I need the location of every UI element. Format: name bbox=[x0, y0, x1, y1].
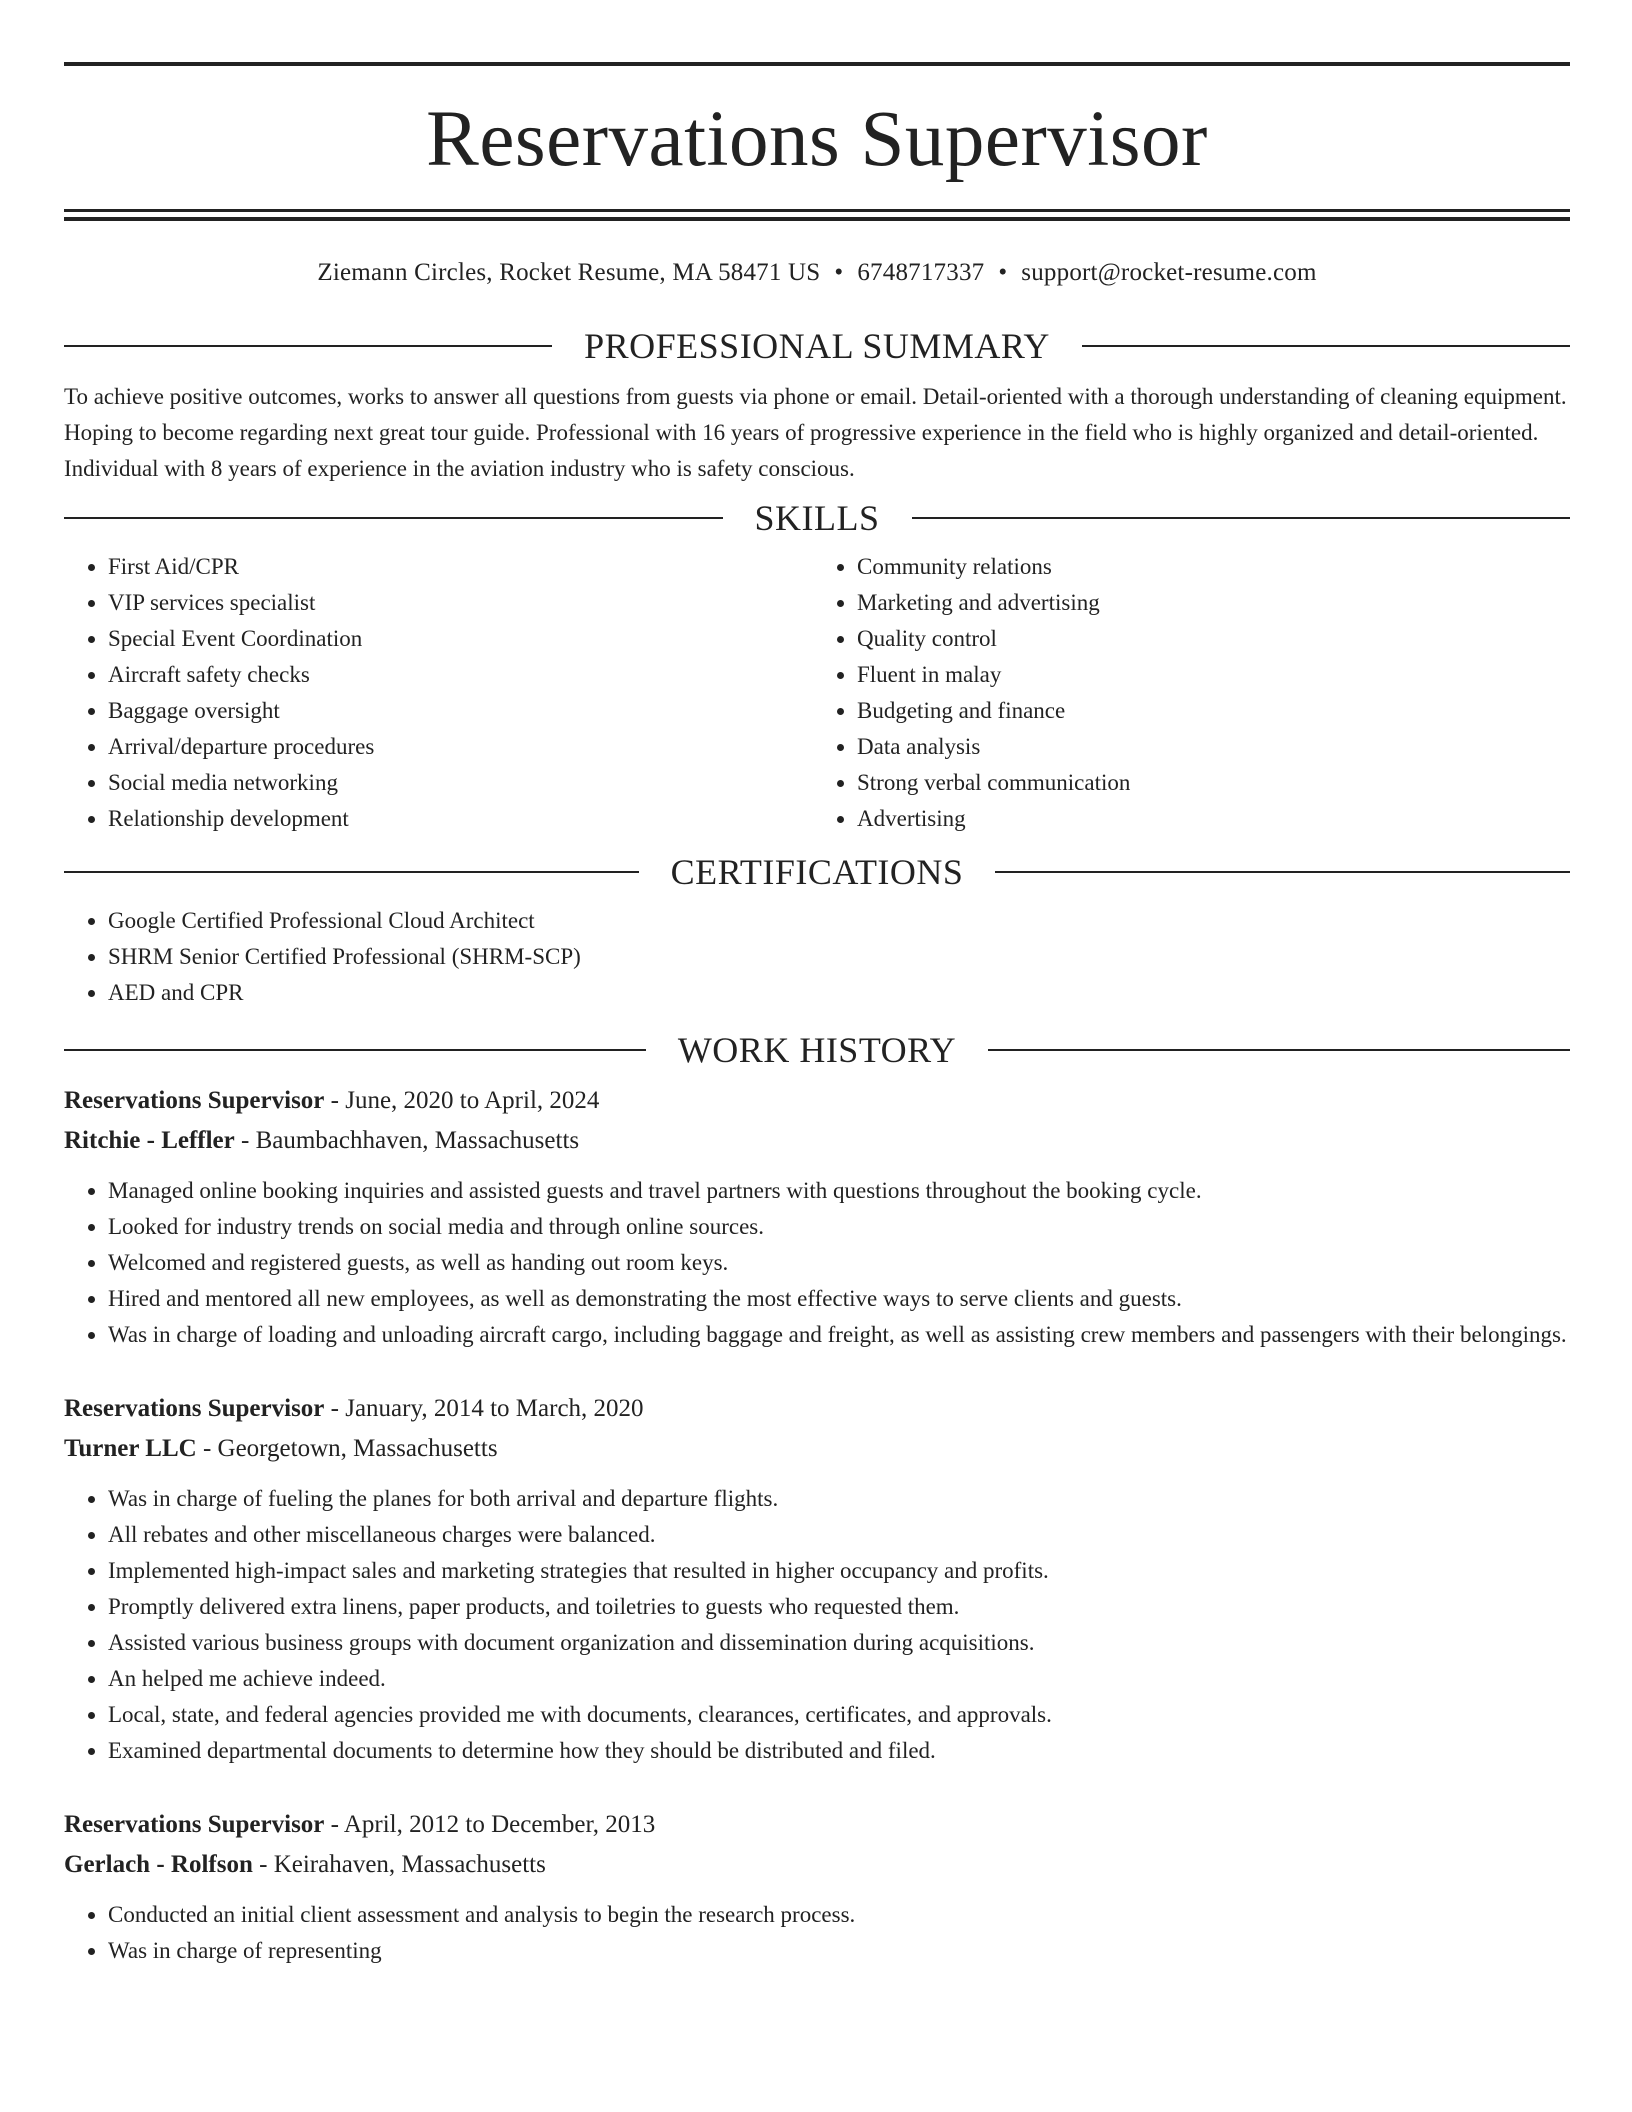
skill-item: • Relationship development bbox=[108, 801, 817, 837]
resume-title: Reservations Supervisor bbox=[426, 96, 1208, 183]
skill-item: • Marketing and advertising bbox=[857, 585, 1570, 621]
summary-text: To achieve positive outcomes, works to answer all questions from guests via phone or email. Detail-oriented with a thorough understanding of cleaning equipment. Hoping to become regarding next great tour guide. Professional with 16 years of progressive experience in the field who is highly organized and detail-oriented. Individual with 8 years of experience in the aviation industry who is safety conscious. bbox=[64, 384, 1567, 481]
certification-item: • AED and CPR bbox=[108, 975, 1570, 1011]
skill-item: • VIP services specialist bbox=[108, 585, 817, 621]
skill-item: • Strong verbal communication bbox=[857, 765, 1570, 801]
skill-item: • First Aid/CPR bbox=[108, 549, 817, 585]
job-bullets bbox=[64, 1481, 1570, 1769]
skills-right-column bbox=[817, 549, 1570, 837]
job-bullet: • Conducted an initial client assessment and analysis to begin the research process. bbox=[108, 1897, 1570, 1933]
job-title-line bbox=[64, 1805, 1570, 1845]
job-company-line bbox=[64, 1121, 1570, 1161]
job-bullets bbox=[64, 1173, 1570, 1353]
job-dates: - January, 2014 to March, 2020 bbox=[324, 1395, 644, 1422]
job-title: Reservations Supervisor bbox=[64, 1811, 325, 1838]
section-rule-left bbox=[64, 871, 639, 873]
skill-item: • Baggage oversight bbox=[108, 693, 817, 729]
contact-separator: • bbox=[998, 259, 1008, 286]
skill-item: • Fluent in malay bbox=[857, 657, 1570, 693]
section-rule-left bbox=[64, 517, 723, 519]
skill-item: • Social media networking bbox=[108, 765, 817, 801]
job-location: - Baumbachhaven, Massachusetts bbox=[234, 1127, 580, 1154]
job-bullet: • Was in charge of representing bbox=[108, 1933, 1570, 1969]
job-bullet: • Local, state, and federal agencies provided me with documents, clearances, certificates, and approvals. bbox=[108, 1697, 1570, 1733]
job-company: Gerlach - Rolfson bbox=[64, 1851, 253, 1878]
skills-section-header bbox=[64, 497, 1570, 539]
contact-address: Ziemann Circles, Rocket Resume, MA 58471 US bbox=[317, 259, 821, 286]
section-rule-left bbox=[64, 1049, 646, 1051]
skill-item: • Budgeting and finance bbox=[857, 693, 1570, 729]
section-rule-right bbox=[912, 517, 1571, 519]
certifications-heading: CERTIFICATIONS bbox=[670, 852, 964, 892]
contact-line bbox=[64, 259, 1570, 287]
skill-item: • Advertising bbox=[857, 801, 1570, 837]
job-dates: - June, 2020 to April, 2024 bbox=[324, 1087, 600, 1114]
job-bullets bbox=[64, 1897, 1570, 1969]
work-heading: WORK HISTORY bbox=[677, 1030, 957, 1070]
job-title: Reservations Supervisor bbox=[64, 1087, 325, 1114]
section-rule-left bbox=[64, 345, 552, 347]
job-bullet: • Assisted various business groups with document organization and dissemination during acquisitions. bbox=[108, 1625, 1570, 1661]
contact-phone: 6748717337 bbox=[857, 259, 985, 286]
job-title-line bbox=[64, 1081, 1570, 1121]
top-rule bbox=[64, 62, 1570, 66]
title-double-rule bbox=[64, 209, 1570, 221]
skill-item: • Quality control bbox=[857, 621, 1570, 657]
job-bullet: • Was in charge of loading and unloading aircraft cargo, including baggage and freight, as well as assisting crew members and passengers with their belongings. bbox=[108, 1317, 1570, 1353]
section-rule-right bbox=[988, 1049, 1570, 1051]
certifications-list bbox=[64, 903, 1570, 1011]
job-bullet: • Hired and mentored all new employees, as well as demonstrating the most effective ways to serve clients and guests. bbox=[108, 1281, 1570, 1317]
skill-item: • Aircraft safety checks bbox=[108, 657, 817, 693]
certification-item: • SHRM Senior Certified Professional (SHRM-SCP) bbox=[108, 939, 1570, 975]
resume-page bbox=[64, 62, 1570, 1969]
job-bullet: • Examined departmental documents to determine how they should be distributed and filed. bbox=[108, 1733, 1570, 1769]
job-location: - Georgetown, Massachusetts bbox=[196, 1435, 498, 1462]
job-location: - Keirahaven, Massachusetts bbox=[252, 1851, 546, 1878]
skills-left-column bbox=[64, 549, 817, 837]
job-bullet: • Managed online booking inquiries and assisted guests and travel partners with questions throughout the booking cycle. bbox=[108, 1173, 1570, 1209]
skill-item: • Special Event Coordination bbox=[108, 621, 817, 657]
job-company-line bbox=[64, 1845, 1570, 1885]
skills-heading: SKILLS bbox=[754, 498, 880, 538]
certifications-section-header bbox=[64, 851, 1570, 893]
job-bullet: • Promptly delivered extra linens, paper products, and toiletries to guests who requested them. bbox=[108, 1589, 1570, 1625]
job-entry bbox=[64, 1081, 1570, 1353]
job-entry bbox=[64, 1389, 1570, 1769]
summary-section-header bbox=[64, 325, 1570, 367]
job-bullet: • Implemented high-impact sales and marketing strategies that resulted in higher occupancy and profits. bbox=[108, 1553, 1570, 1589]
work-section-header bbox=[64, 1029, 1570, 1071]
summary-heading: PROFESSIONAL SUMMARY bbox=[584, 326, 1050, 366]
skill-item: • Community relations bbox=[857, 549, 1570, 585]
certification-item: • Google Certified Professional Cloud Architect bbox=[108, 903, 1570, 939]
job-bullet: • Looked for industry trends on social media and through online sources. bbox=[108, 1209, 1570, 1245]
skills-right-list bbox=[817, 549, 1570, 837]
job-title: Reservations Supervisor bbox=[64, 1395, 325, 1422]
job-company-line bbox=[64, 1429, 1570, 1469]
job-company: Ritchie - Leffler bbox=[64, 1127, 235, 1154]
job-title-line bbox=[64, 1389, 1570, 1429]
skill-item: • Data analysis bbox=[857, 729, 1570, 765]
job-entry bbox=[64, 1805, 1570, 1969]
job-bullet: • All rebates and other miscellaneous charges were balanced. bbox=[108, 1517, 1570, 1553]
skills-left-list bbox=[64, 549, 817, 837]
job-bullet: • Welcomed and registered guests, as well as handing out room keys. bbox=[108, 1245, 1570, 1281]
job-company: Turner LLC bbox=[64, 1435, 197, 1462]
job-dates: - April, 2012 to December, 2013 bbox=[324, 1811, 656, 1838]
section-rule-right bbox=[1082, 345, 1570, 347]
work-history-list bbox=[64, 1081, 1570, 1969]
job-bullet: • Was in charge of fueling the planes for both arrival and departure flights. bbox=[108, 1481, 1570, 1517]
job-bullet: • An helped me achieve indeed. bbox=[108, 1661, 1570, 1697]
skills-columns bbox=[64, 549, 1570, 837]
contact-separator: • bbox=[834, 259, 844, 286]
section-rule-right bbox=[995, 871, 1570, 873]
skill-item: • Arrival/departure procedures bbox=[108, 729, 817, 765]
contact-email: support@rocket-resume.com bbox=[1021, 259, 1317, 286]
